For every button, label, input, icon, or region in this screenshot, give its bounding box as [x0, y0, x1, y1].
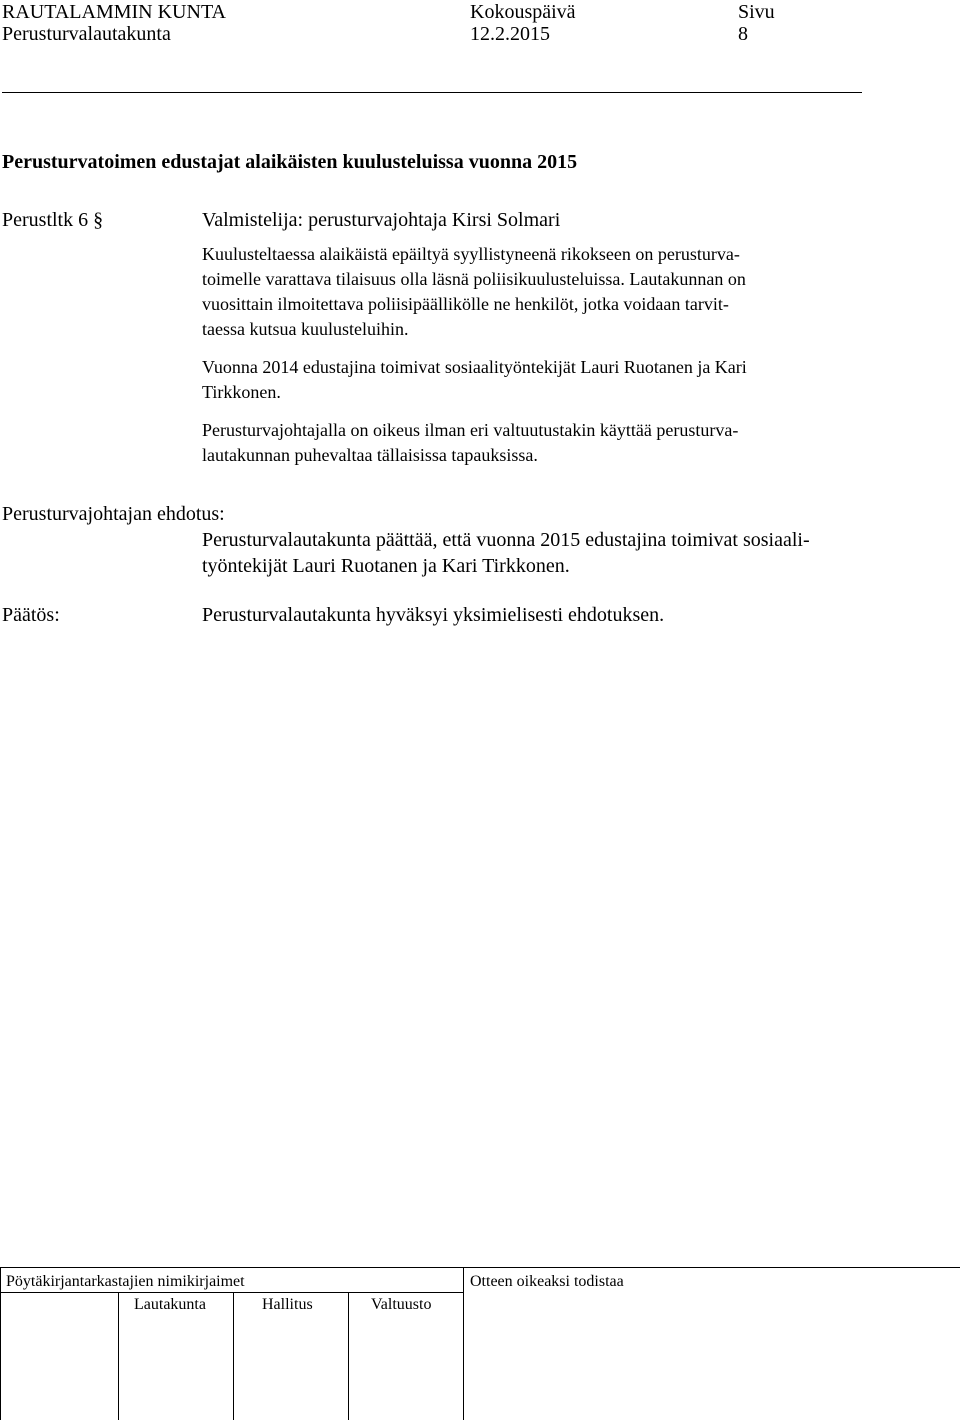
paragraph-3: [202, 418, 874, 468]
board-name: Perusturvalautakunta: [2, 23, 171, 45]
meeting-date-label: Kokouspäivä: [470, 1, 576, 23]
signatures-label: Pöytäkirjantarkastajien nimikirjaimet: [6, 1273, 245, 1290]
footer-left-border: [0, 1267, 1, 1420]
certified-copy-label: Otteen oikeaksi todistaa: [470, 1273, 624, 1290]
proposal-label: Perusturvajohtajan ehdotus:: [2, 503, 225, 525]
paragraph-1-line: toimelle varattava tilaisuus olla läsnä poliisikuulusteluissa. Lautakunnan on: [202, 269, 746, 289]
footer-column-divider: [118, 1292, 119, 1420]
decision-label: Päätös:: [2, 604, 60, 626]
document-title: Perusturvatoimen edustajat alaikäisten kuulusteluissa vuonna 2015: [2, 151, 578, 173]
column-valtuusto: Valtuusto: [371, 1296, 432, 1313]
paragraph-1: [202, 242, 874, 342]
paragraph-1-line: vuosittain ilmoitettava poliisipäällikölle ne henkilöt, jotka voidaan tarvit-: [202, 294, 729, 314]
page-number: 8: [738, 23, 748, 45]
paragraph-2-line: Tirkkonen.: [202, 382, 281, 402]
paragraph-2-line: Vuonna 2014 edustajina toimivat sosiaalityöntekijät Lauri Ruotanen ja Kari: [202, 357, 747, 377]
paragraph-3-line: Perusturvajohtajalla on oikeus ilman eri valtuutustakin käyttää perusturva-: [202, 420, 739, 440]
column-lautakunta: Lautakunta: [134, 1296, 206, 1313]
paragraph-1-line: taessa kutsua kuulusteluihin.: [202, 319, 409, 339]
paragraph-2: [202, 355, 874, 405]
proposal-text: [202, 527, 874, 579]
footer-top-border: [0, 1267, 960, 1268]
decision-text: Perusturvalautakunta hyväksyi yksimielisesti ehdotuksen.: [202, 604, 665, 626]
footer-column-divider: [348, 1292, 349, 1420]
column-hallitus: Hallitus: [262, 1296, 313, 1313]
page-label: Sivu: [738, 1, 775, 23]
footer-middle-border: [463, 1267, 464, 1420]
section-number: Perustltk 6 §: [2, 209, 104, 231]
meeting-date: 12.2.2015: [470, 23, 550, 45]
footer-header-divider: [0, 1292, 463, 1293]
footer-column-divider: [233, 1292, 234, 1420]
preparer: Valmistelija: perusturvajohtaja Kirsi Solmari: [202, 209, 561, 231]
paragraph-1-line: Kuulusteltaessa alaikäistä epäiltyä syyllistyneenä rikokseen on perusturva-: [202, 244, 740, 264]
proposal-line: työntekijät Lauri Ruotanen ja Kari Tirkkonen.: [202, 555, 570, 577]
proposal-line: Perusturvalautakunta päättää, että vuonna 2015 edustajina toimivat sosiaali-: [202, 529, 810, 551]
header-divider: [2, 92, 862, 93]
municipality-name: RAUTALAMMIN KUNTA: [2, 1, 227, 23]
paragraph-3-line: lautakunnan puhevaltaa tällaisissa tapauksissa.: [202, 445, 538, 465]
